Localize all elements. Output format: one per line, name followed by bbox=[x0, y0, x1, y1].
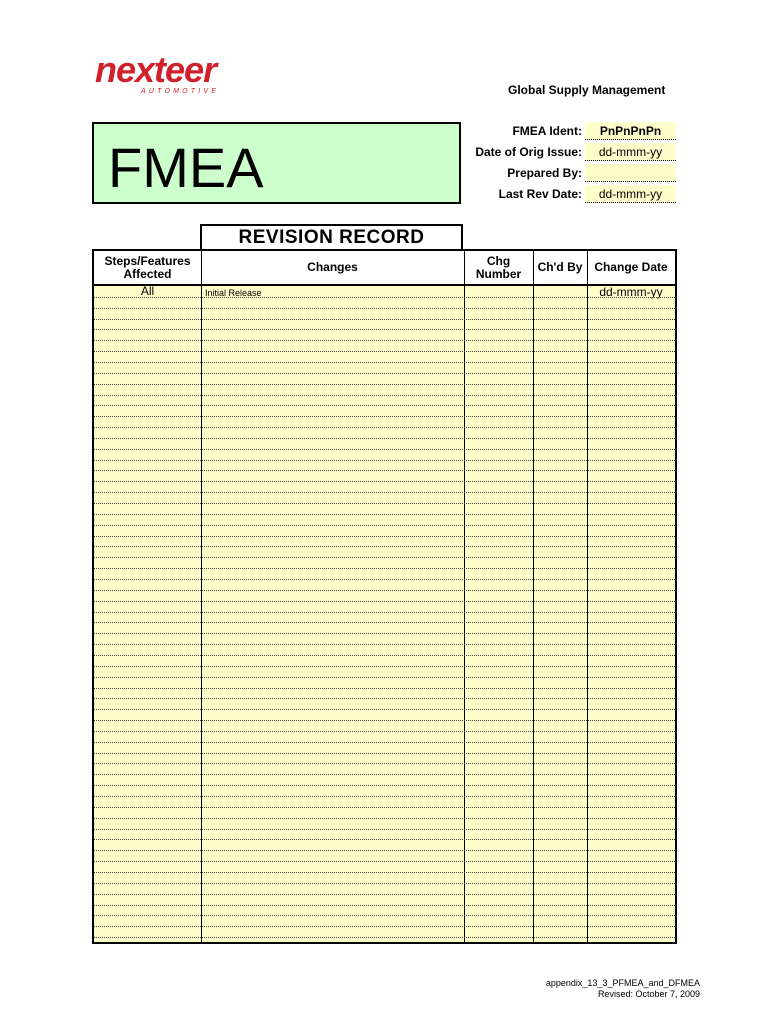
row-separator bbox=[94, 514, 675, 515]
row-separator bbox=[94, 416, 675, 417]
row-separator bbox=[94, 460, 675, 461]
row-separator bbox=[94, 698, 675, 699]
fmea-title-box bbox=[92, 122, 461, 204]
row-changes-cell[interactable]: Initial Release bbox=[205, 288, 262, 298]
row-steps-cell[interactable]: All bbox=[140, 284, 155, 298]
last-rev-label: Last Rev Date: bbox=[498, 187, 582, 201]
row-separator bbox=[94, 709, 675, 710]
row-separator bbox=[94, 829, 675, 830]
row-separator bbox=[94, 384, 675, 385]
row-separator bbox=[94, 655, 675, 656]
row-separator bbox=[94, 763, 675, 764]
row-separator bbox=[94, 427, 675, 428]
revision-table bbox=[92, 249, 677, 944]
footer-file-name: appendix_13_3_PFMEA_and_DFMEA bbox=[545, 978, 700, 988]
row-separator bbox=[94, 937, 675, 938]
row-change-date-cell[interactable]: dd-mmm-yy bbox=[599, 285, 663, 299]
row-separator bbox=[94, 319, 675, 320]
fmea-ident-label: FMEA Ident: bbox=[512, 124, 582, 138]
row-separator bbox=[94, 503, 675, 504]
last-rev-field[interactable]: dd-mmm-yy bbox=[585, 185, 676, 203]
row-separator bbox=[94, 612, 675, 613]
row-separator bbox=[94, 395, 675, 396]
row-separator bbox=[94, 666, 675, 667]
row-separator bbox=[94, 915, 675, 916]
footer bbox=[546, 978, 700, 1000]
row-separator bbox=[94, 362, 675, 363]
row-separator bbox=[94, 850, 675, 851]
row-separator bbox=[94, 807, 675, 808]
row-separator bbox=[94, 525, 675, 526]
logo-wordmark: nexteer bbox=[95, 49, 217, 90]
row-separator bbox=[94, 546, 675, 547]
row-separator bbox=[94, 839, 675, 840]
col-divider bbox=[464, 251, 465, 942]
row-separator bbox=[94, 405, 675, 406]
row-separator bbox=[94, 622, 675, 623]
row-separator bbox=[94, 818, 675, 819]
col-divider bbox=[533, 251, 534, 942]
row-separator bbox=[94, 753, 675, 754]
row-separator bbox=[94, 731, 675, 732]
document-title: FMEA bbox=[108, 136, 264, 199]
row-separator bbox=[94, 579, 675, 580]
prepared-by-label: Prepared By: bbox=[507, 166, 582, 180]
row-separator bbox=[94, 677, 675, 678]
row-separator bbox=[94, 688, 675, 689]
row-separator bbox=[94, 601, 675, 602]
row-separator bbox=[94, 438, 675, 439]
row-separator bbox=[94, 926, 675, 927]
col-header-steps: Steps/Features Affected bbox=[94, 251, 201, 286]
row-separator bbox=[94, 308, 675, 309]
col-header-change-date: Change Date bbox=[587, 251, 675, 286]
company-logo bbox=[95, 49, 235, 100]
col-divider bbox=[587, 251, 588, 942]
row-separator bbox=[94, 557, 675, 558]
row-separator bbox=[94, 492, 675, 493]
col-header-chd-by: Ch'd By bbox=[533, 251, 587, 286]
row-separator bbox=[94, 568, 675, 569]
row-separator bbox=[94, 373, 675, 374]
prepared-by-field[interactable] bbox=[585, 164, 676, 182]
row-separator bbox=[94, 644, 675, 645]
col-header-changes: Changes bbox=[201, 251, 464, 286]
row-separator bbox=[94, 633, 675, 634]
row-separator bbox=[94, 470, 675, 471]
row-separator bbox=[94, 872, 675, 873]
row-separator bbox=[94, 894, 675, 895]
row-separator bbox=[94, 861, 675, 862]
row-separator bbox=[94, 297, 675, 298]
row-separator bbox=[94, 481, 675, 482]
row-separator bbox=[94, 590, 675, 591]
row-separator bbox=[94, 340, 675, 341]
fmea-ident-field[interactable]: PnPnPnPn bbox=[585, 122, 676, 140]
row-separator bbox=[94, 449, 675, 450]
row-separator bbox=[94, 774, 675, 775]
logo-subtitle: AUTOMOTIVE bbox=[141, 88, 220, 95]
row-separator bbox=[94, 720, 675, 721]
row-separator bbox=[94, 742, 675, 743]
col-header-chg-number: Chg Number bbox=[464, 251, 533, 286]
revision-record-title: REVISION RECORD bbox=[200, 224, 463, 249]
col-divider bbox=[201, 251, 202, 942]
footer-revised-date: Revised: October 7, 2009 bbox=[597, 989, 700, 999]
orig-issue-label: Date of Orig Issue: bbox=[475, 145, 582, 159]
orig-issue-field[interactable]: dd-mmm-yy bbox=[585, 143, 676, 161]
row-separator bbox=[94, 329, 675, 330]
row-separator bbox=[94, 905, 675, 906]
department-label: Global Supply Management bbox=[508, 83, 666, 97]
row-separator bbox=[94, 883, 675, 884]
row-separator bbox=[94, 785, 675, 786]
row-separator bbox=[94, 536, 675, 537]
row-separator bbox=[94, 351, 675, 352]
row-separator bbox=[94, 796, 675, 797]
